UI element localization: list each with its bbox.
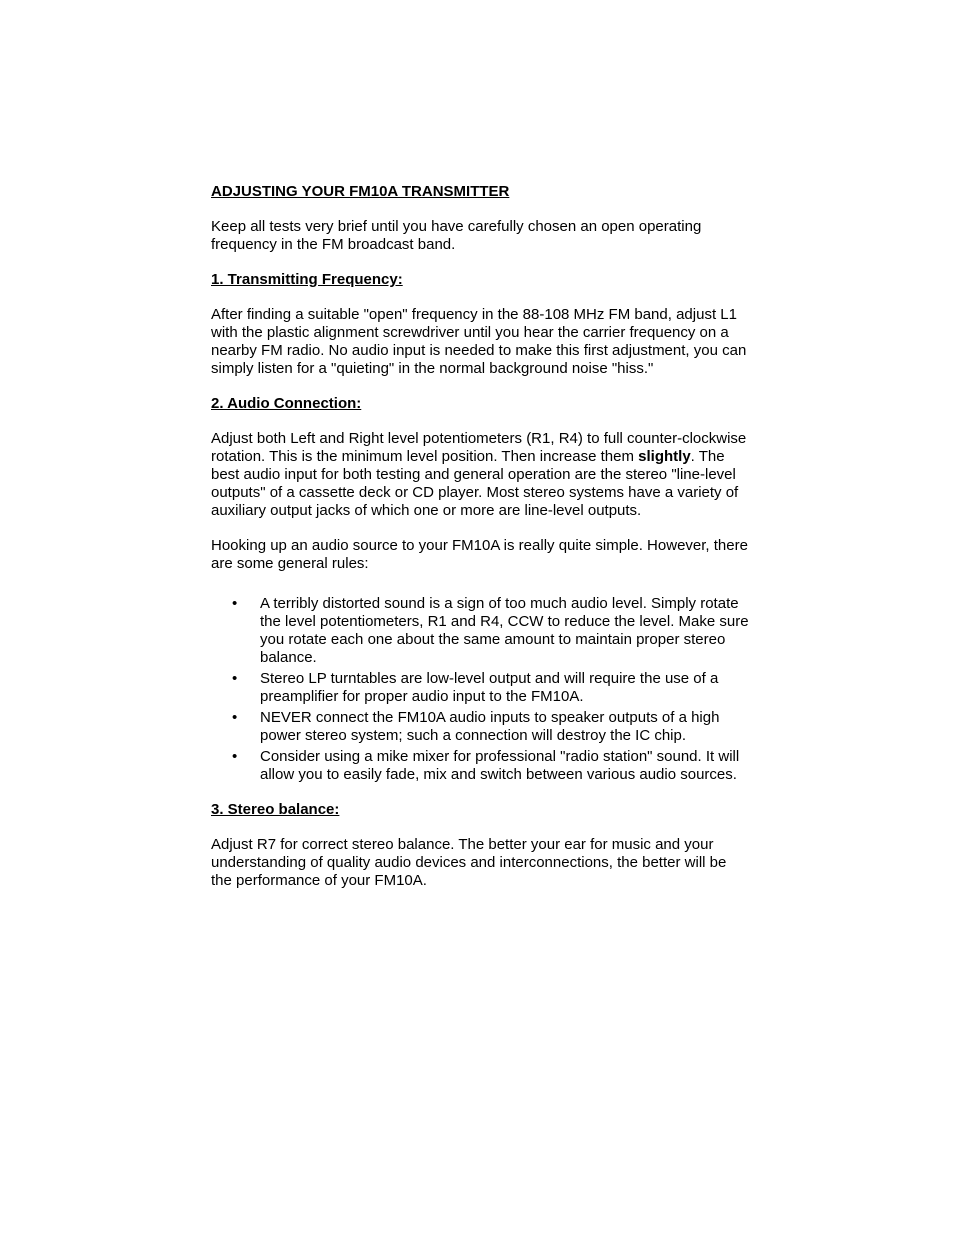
list-item	[211, 595, 751, 667]
section-heading-audio: 2. Audio Connection:	[211, 395, 362, 412]
bullet-icon: •	[232, 709, 238, 726]
intro-paragraph: Keep all tests very brief until you have carefully chosen an open operating frequency in the FM broadcast band.	[211, 218, 702, 253]
bullet-icon: •	[232, 595, 238, 612]
list-item	[211, 709, 751, 745]
bullet-icon: •	[232, 670, 238, 687]
page-title: ADJUSTING YOUR FM10A TRANSMITTER	[211, 183, 510, 200]
rules-list	[211, 595, 751, 784]
rule-text: A terribly distorted sound is a sign of too much audio level. Simply rotate the level potentiometers, R1 and R4, CCW to reduce the level. Make sure you rotate each one about the same amount to maintain proper stereo balance.	[260, 595, 749, 666]
rule-text: Stereo LP turntables are low-level output and will require the use of a preamplifier for proper audio input to the FM10A.	[260, 670, 719, 705]
section-heading-stereo: 3. Stereo balance:	[211, 801, 340, 818]
section-heading-transmitting: 1. Transmitting Frequency:	[211, 271, 403, 288]
list-item	[211, 670, 751, 706]
audio-paragraph	[211, 430, 751, 520]
hookup-paragraph: Hooking up an audio source to your FM10A is really quite simple. However, there are some general rules:	[211, 537, 748, 572]
transmitting-paragraph: After finding a suitable "open" frequency in the 88-108 MHz FM band, adjust L1 with the plastic alignment screwdriver until you hear the carrier frequency on a nearby FM radio. No audio input is needed to make this first adjustment, you can simply listen for a "quieting" in the normal background noise "hiss."	[211, 306, 747, 377]
list-item	[211, 748, 751, 784]
audio-text-part2: . The best audio input for both testing and general operation are the stereo "line-level outputs" of a cassette deck or CD player. Most stereo systems have a variety of auxiliary output jacks of which one or more are line-level outputs.	[211, 448, 739, 519]
bullet-icon: •	[232, 748, 238, 765]
rule-text: Consider using a mike mixer for professional "radio station" sound. It will allow you to easily fade, mix and switch between various audio sources.	[260, 748, 740, 783]
audio-text-part1: Adjust both Left and Right level potentiometers (R1, R4) to full counter-clockwise rotation. This is the minimum level position. Then increase them	[211, 430, 747, 465]
stereo-paragraph: Adjust R7 for correct stereo balance. The better your ear for music and your understanding of quality audio devices and interconnections, the better will be the performance of your FM10A.	[211, 836, 727, 889]
document-page	[211, 183, 751, 907]
rule-text: NEVER connect the FM10A audio inputs to speaker outputs of a high power stereo system; such a connection will destroy the IC chip.	[260, 709, 720, 744]
audio-text-bold: slightly	[638, 448, 691, 465]
